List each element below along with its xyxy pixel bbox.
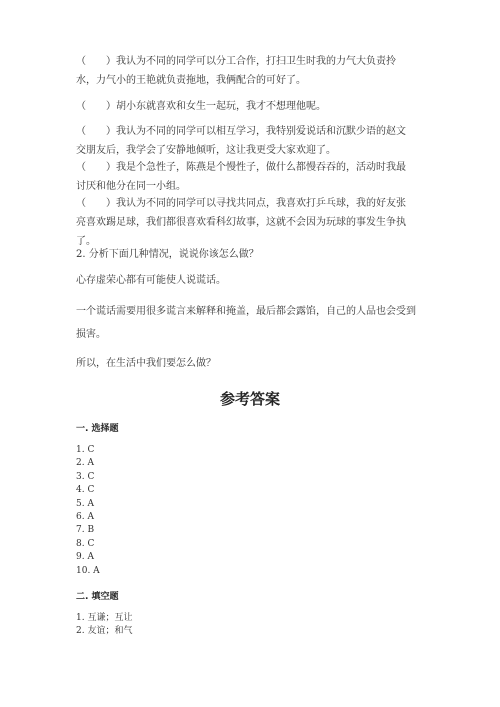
answer-item: 8. C — [76, 538, 95, 549]
q2-statement-2 — [76, 302, 426, 344]
answer-item: 3. C — [76, 471, 95, 482]
answer-item: 10. A — [76, 565, 100, 576]
answer-item: 2. A — [76, 458, 94, 469]
question-line: 水，力气小的王艳就负责拖地，我俩配合的可好了。 — [76, 75, 306, 86]
answer-list-fill-in — [76, 612, 276, 639]
question-line: 了。 — [76, 236, 96, 247]
question-item-1 — [76, 52, 426, 90]
question-line: （ ）我是个急性子，陈燕是个慢性子，做什么都慢吞吞的，活动时我最 — [76, 162, 406, 173]
question-item-4 — [76, 158, 426, 196]
answer-item: 1. C — [76, 445, 95, 455]
q2-heading: 2. 分析下面几种情况，说说你该怎么做？ — [76, 249, 259, 260]
question-line: （ ）我认为不同的同学可以寻找共同点，我喜欢打乒乓球，我的好友张 — [76, 198, 406, 209]
statement-line: 一个谎话需要用很多谎言来解释和掩盖，最后都会露馅，自己的人品也会受到 — [76, 306, 416, 317]
q2-statement-1: 心存虚荣心都有可能使人说谎话。 — [76, 275, 226, 286]
q2-question: 所以，在生活中我们要怎么做？ — [76, 358, 216, 369]
answer-list-multiple-choice — [76, 444, 276, 578]
question-item-5 — [76, 194, 426, 251]
question-line: （ ）我认为不同的同学可以相互学习，我特别爱说话和沉默少语的赵文 — [76, 126, 406, 137]
answer-item: 2. 友谊；和气 — [76, 626, 133, 637]
answer-key-title: 参考答案 — [219, 390, 280, 408]
section-title-fill-in: 二. 填空题 — [76, 592, 119, 602]
answer-item: 6. A — [76, 512, 94, 523]
question-line: （ ）我认为不同的同学可以分工合作，打扫卫生时我的力气大负责拎 — [76, 56, 396, 67]
section-title-multiple-choice: 一. 选择题 — [76, 424, 119, 434]
question-item-3 — [76, 122, 426, 160]
statement-line: 损害。 — [76, 329, 106, 340]
answer-item: 9. A — [76, 552, 94, 563]
question-item-2 — [76, 97, 426, 116]
question-line: （ ）胡小东就喜欢和女生一起玩，我才不想理他呢。 — [76, 101, 326, 112]
answer-item: 5. A — [76, 498, 94, 509]
question-line: 亮喜欢踢足球，我们都很喜欢看科幻故事，这就不会因为玩球的事发生争执 — [76, 217, 406, 228]
question-line: 交朋友后，我学会了安静地倾听，这让我更受大家欢迎了。 — [76, 145, 336, 156]
answer-item: 4. C — [76, 485, 95, 496]
answer-item: 7. B — [76, 525, 95, 536]
question-line: 讨厌和他分在同一小组。 — [76, 181, 186, 192]
answer-item: 1. 互谦；互让 — [76, 613, 133, 623]
